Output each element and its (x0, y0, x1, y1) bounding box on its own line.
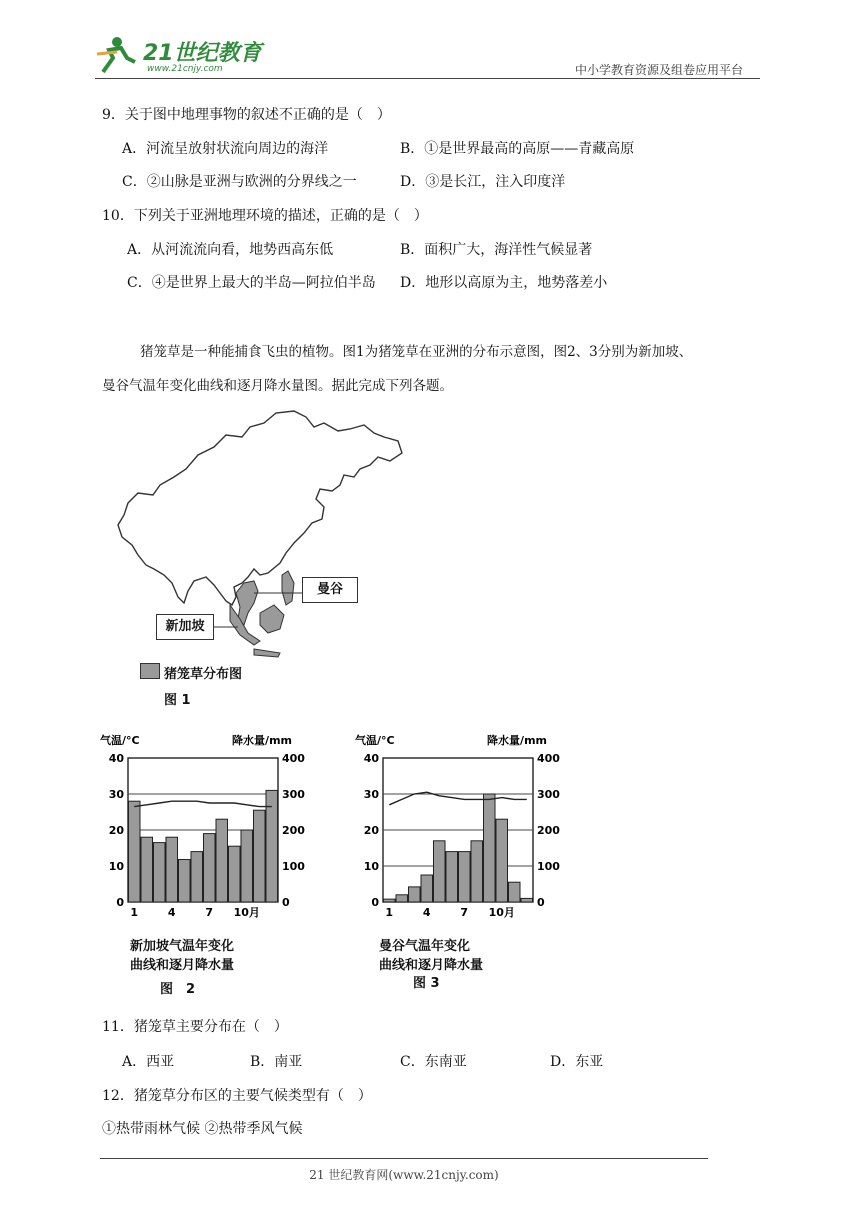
right-tick-label: 200 (537, 824, 560, 837)
x-tick-label: 4 (422, 906, 431, 919)
q10-option-a: A．从河流流向看，地势西高东低 (127, 242, 334, 258)
right-tick-label: 300 (537, 788, 560, 801)
precipitation-bar (509, 882, 521, 902)
x-tick-label: 10月 (488, 906, 515, 919)
header-platform-text: 中小学教育资源及组卷应用平台 (575, 63, 744, 77)
singapore-climate-chart (100, 730, 310, 920)
precipitation-bar (384, 899, 396, 902)
chart-3-caption-line-2: 曲线和逐月降水量 (379, 958, 484, 973)
chart-2-caption-line-1: 新加坡气温年变化 (130, 939, 235, 954)
q11-option-b: B．南亚 (250, 1054, 303, 1070)
precipitation-bar (409, 887, 421, 902)
precipitation-bar (204, 834, 216, 902)
precipitation-bar (434, 841, 446, 902)
q10-stem: 10．下列关于亚洲地理环境的描述，正确的是（ ） (102, 208, 428, 224)
right-axis-label: 降水量/mm (487, 734, 547, 747)
right-tick-label: 100 (282, 860, 305, 873)
left-tick-label: 40 (363, 752, 379, 765)
figure-2-label: 图 2 (160, 982, 196, 997)
q11-stem: 11．猪笼草主要分布在（ ） (102, 1019, 288, 1035)
chart-3-caption-line-1: 曼谷气温年变化 (379, 939, 471, 954)
left-tick-label: 30 (363, 788, 379, 801)
q9-option-b: B．①是世界最高的高原——青藏高原 (400, 141, 635, 157)
borneo (260, 605, 284, 633)
philippines (282, 571, 294, 605)
passage-line-1: 猪笼草是一种能捕食飞虫的植物。图1为猪笼草在亚洲的分布示意图，图2、3分别为新加坡、 (140, 344, 693, 360)
map-label-singapore: 新加坡 (156, 614, 214, 640)
q11-option-d: D．东亚 (550, 1054, 604, 1070)
right-tick-label: 0 (537, 896, 545, 909)
footer-text: 21 世纪教育网(www.21cnjy.com) (309, 1168, 499, 1182)
precipitation-bar (229, 846, 241, 902)
precipitation-bar (471, 841, 483, 902)
asia-map (108, 405, 408, 705)
left-tick-label: 10 (363, 860, 379, 873)
precipitation-bar (154, 843, 166, 902)
right-tick-label: 400 (282, 752, 305, 765)
x-tick-label: 1 (385, 906, 394, 919)
figure-3-chart (355, 730, 565, 1000)
x-tick-label: 1 (130, 906, 139, 919)
precipitation-bar (496, 819, 508, 902)
precipitation-bar (129, 801, 141, 902)
q12-options: ①热带雨林气候 ②热带季风气候 (102, 1121, 303, 1137)
precipitation-bar (191, 852, 203, 902)
map-label-bangkok: 曼谷 (302, 577, 358, 603)
q9-stem: 9．关于图中地理事物的叙述不正确的是（ ） (102, 107, 391, 123)
right-tick-label: 300 (282, 788, 305, 801)
logo-sub-text: www.21cnjy.com (147, 64, 223, 74)
left-tick-label: 20 (363, 824, 379, 837)
figure-2-chart (100, 730, 310, 1000)
q10-option-c: C．④是世界上最大的半岛—阿拉伯半岛 (127, 275, 376, 291)
right-tick-label: 200 (282, 824, 305, 837)
passage-line-2: 曼谷气温年变化曲线和逐月降水量图。据此完成下列各题。 (102, 378, 453, 394)
precipitation-bar (421, 875, 433, 902)
x-tick-label: 7 (205, 906, 214, 919)
q11-option-c: C．东南亚 (400, 1054, 467, 1070)
right-axis-label: 降水量/mm (232, 734, 292, 747)
left-tick-label: 0 (116, 896, 124, 909)
header-rule (95, 78, 760, 79)
right-tick-label: 400 (537, 752, 560, 765)
precipitation-bar (166, 837, 178, 902)
legend-swatch (140, 663, 160, 679)
header-logo (95, 32, 265, 78)
q11-option-a: A．西亚 (122, 1054, 175, 1070)
figure-3-label: 图 3 (413, 976, 440, 991)
footer-rule (100, 1158, 708, 1159)
left-tick-label: 30 (108, 788, 124, 801)
precipitation-bar (179, 860, 191, 902)
logo-main-text: 21世纪教育 (143, 41, 262, 66)
q9-option-c: C．②山脉是亚洲与欧洲的分界线之一 (122, 174, 357, 190)
java (254, 649, 280, 657)
precipitation-bar (484, 794, 496, 902)
precipitation-bar (241, 830, 253, 902)
figure-1-label: 图 1 (164, 693, 191, 708)
chart-2-caption-line-2: 曲线和逐月降水量 (130, 958, 235, 973)
asia-outline (118, 411, 402, 605)
precipitation-bar (141, 837, 153, 902)
q9-option-a: A．河流呈放射状流向周边的海洋 (122, 141, 329, 157)
bangkok-climate-chart (355, 730, 565, 920)
precipitation-bar (216, 819, 228, 902)
precipitation-bar (396, 895, 408, 902)
left-axis-label: 气温/°C (100, 734, 140, 747)
right-tick-label: 0 (282, 896, 290, 909)
q9-option-d: D．③是长江，注入印度洋 (400, 174, 566, 190)
x-tick-label: 7 (460, 906, 469, 919)
x-tick-label: 10月 (233, 906, 260, 919)
x-tick-label: 4 (167, 906, 176, 919)
precipitation-bar (521, 898, 533, 902)
q12-stem: 12．猪笼草分布区的主要气候类型有（ ） (102, 1088, 372, 1104)
right-tick-label: 100 (537, 860, 560, 873)
precipitation-bar (254, 810, 266, 902)
left-tick-label: 40 (108, 752, 124, 765)
q10-option-d: D．地形以高原为主，地势落差小 (400, 275, 608, 291)
precipitation-bar (459, 852, 471, 902)
precipitation-bar (446, 852, 458, 902)
left-axis-label: 气温/°C (355, 734, 395, 747)
left-tick-label: 10 (108, 860, 124, 873)
left-tick-label: 20 (108, 824, 124, 837)
left-tick-label: 0 (371, 896, 379, 909)
q10-option-b: B．面积广大，海洋性气候显著 (400, 242, 593, 258)
figure-1-map (108, 405, 408, 708)
legend-label: 猪笼草分布图 (164, 667, 243, 682)
temperature-curve (134, 801, 271, 806)
